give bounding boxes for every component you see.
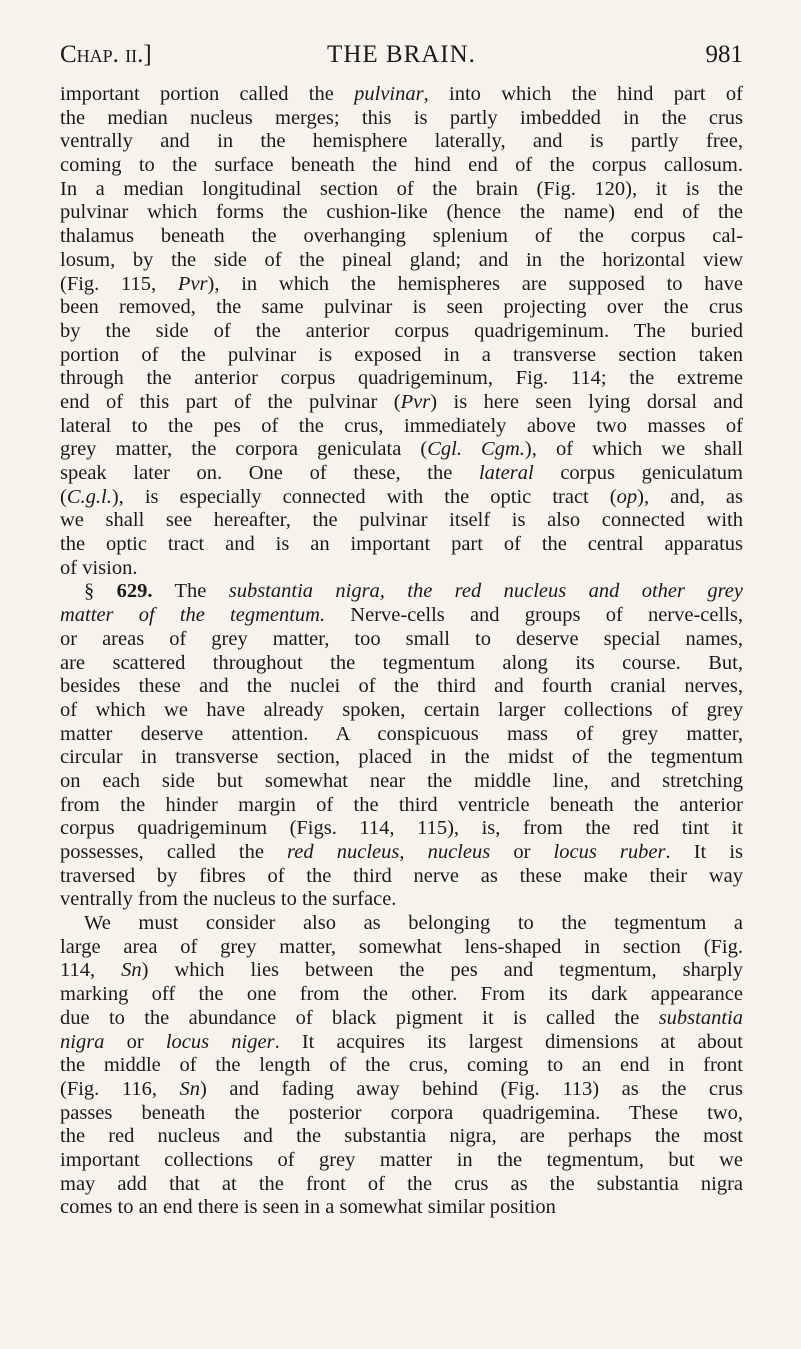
text-line: we shall see hereafter, the pulvinar itself is also connected with bbox=[60, 509, 743, 532]
paragraph bbox=[60, 580, 743, 912]
text-line: are scattered throughout the tegmentum along its course. But, bbox=[60, 651, 743, 674]
chapter-label: Chap. ii.] bbox=[60, 41, 152, 68]
text-line: through the anterior corpus quadrigeminum, Fig. 114; the extreme bbox=[60, 367, 743, 390]
running-header bbox=[60, 40, 743, 70]
text-line: the optic tract and is an important part of the central apparatus bbox=[60, 533, 743, 556]
page-number: 981 bbox=[705, 41, 743, 68]
text-line: the red nucleus and the substantia nigra, are perhaps the most bbox=[60, 1125, 743, 1148]
text-line: circular in transverse section, placed in the midst of the tegmentum bbox=[60, 746, 743, 769]
text-line: passes beneath the posterior corpora quadrigemina. These two, bbox=[60, 1101, 743, 1124]
text-line: thalamus beneath the overhanging splenium of the corpus cal- bbox=[60, 225, 743, 248]
text-line: speak later on. One of these, the lateral corpus geniculatum bbox=[60, 462, 743, 484]
text-line: pulvinar which forms the cushion-like (hence the name) end of the bbox=[60, 201, 743, 224]
text-line: 114, Sn) which lies between the pes and tegmentum, sharply bbox=[60, 959, 743, 982]
text-line: on each side but somewhat near the middle line, and stretching bbox=[60, 769, 743, 792]
text-line: losum, by the side of the pineal gland; and in the horizontal view bbox=[60, 248, 743, 271]
text-line: corpus quadrigeminum (Figs. 114, 115), is, from the red tint it bbox=[60, 817, 743, 840]
paragraph bbox=[60, 83, 743, 580]
text-line: comes to an end there is seen in a somewhat similar position bbox=[60, 1196, 556, 1219]
text-line: due to the abundance of black pigment it is called the substantia bbox=[60, 1006, 743, 1029]
text-line: lateral to the pes of the crus, immediately above two masses of bbox=[60, 414, 743, 437]
text-line: by the side of the anterior corpus quadrigeminum. The buried bbox=[60, 319, 743, 342]
body-text bbox=[60, 83, 743, 1220]
text-line: matter deserve attention. A conspicuous mass of grey matter, bbox=[60, 722, 743, 745]
text-line: of which we have already spoken, certain larger collections of grey bbox=[60, 698, 743, 721]
text-line: or areas of grey matter, too small to deserve special names, bbox=[60, 627, 743, 650]
text-line: portion of the pulvinar is exposed in a transverse section taken bbox=[60, 343, 743, 366]
text-line: been removed, the same pulvinar is seen projecting over the crus bbox=[60, 296, 743, 319]
text-line: traversed by fibres of the third nerve as these make their way bbox=[60, 864, 743, 887]
text-line: (C.g.l.), is especially connected with the optic tract (op), and, as bbox=[60, 485, 743, 508]
text-line: end of this part of the pulvinar (Pvr) is here seen lying dorsal and bbox=[60, 390, 743, 413]
text-line: (Fig. 116, Sn) and fading away behind (Fig. 113) as the crus bbox=[60, 1077, 743, 1100]
text-line: of vision. bbox=[60, 556, 138, 579]
text-line: marking off the one from the other. From its dark appearance bbox=[60, 983, 743, 1006]
text-line: In a median longitudinal section of the brain (Fig. 120), it is the bbox=[60, 177, 743, 200]
running-title: THE BRAIN. bbox=[327, 41, 476, 68]
text-line: possesses, called the red nucleus, nucleus or locus ruber. It is bbox=[60, 841, 743, 863]
paragraph bbox=[60, 912, 743, 1220]
text-line: ventrally from the nucleus to the surface. bbox=[60, 888, 397, 911]
text-line: grey matter, the corpora geniculata (Cgl. Cgm.), of which we shall bbox=[60, 438, 743, 461]
text-line: (Fig. 115, Pvr), in which the hemispheres are supposed to have bbox=[60, 272, 743, 295]
text-line: from the hinder margin of the third ventricle beneath the anterior bbox=[60, 793, 743, 816]
text-line: ventrally and in the hemisphere laterally, and is partly free, bbox=[60, 130, 743, 153]
text-line: the median nucleus merges; this is partly imbedded in the crus bbox=[60, 106, 743, 129]
text-line: important portion called the pulvinar, into which the hind part of bbox=[60, 83, 743, 105]
text-line: the middle of the length of the crus, coming to an end in front bbox=[60, 1054, 743, 1077]
text-line: § 629. The substantia nigra, the red nucleus and other grey bbox=[84, 580, 743, 603]
text-line: may add that at the front of the crus as the substantia nigra bbox=[60, 1172, 743, 1195]
text-line: matter of the tegmentum. Nerve-cells and groups of nerve-cells, bbox=[60, 604, 743, 627]
text-line: coming to the surface beneath the hind end of the corpus callosum. bbox=[60, 154, 743, 177]
text-line: nigra or locus niger. It acquires its largest dimensions at about bbox=[60, 1030, 743, 1053]
text-line: important collections of grey matter in the tegmentum, but we bbox=[60, 1148, 743, 1171]
text-line: We must consider also as belonging to the tegmentum a bbox=[84, 912, 743, 935]
text-line: besides these and the nuclei of the third and fourth cranial nerves, bbox=[60, 675, 743, 698]
text-line: large area of grey matter, somewhat lens-shaped in section (Fig. bbox=[60, 935, 743, 958]
